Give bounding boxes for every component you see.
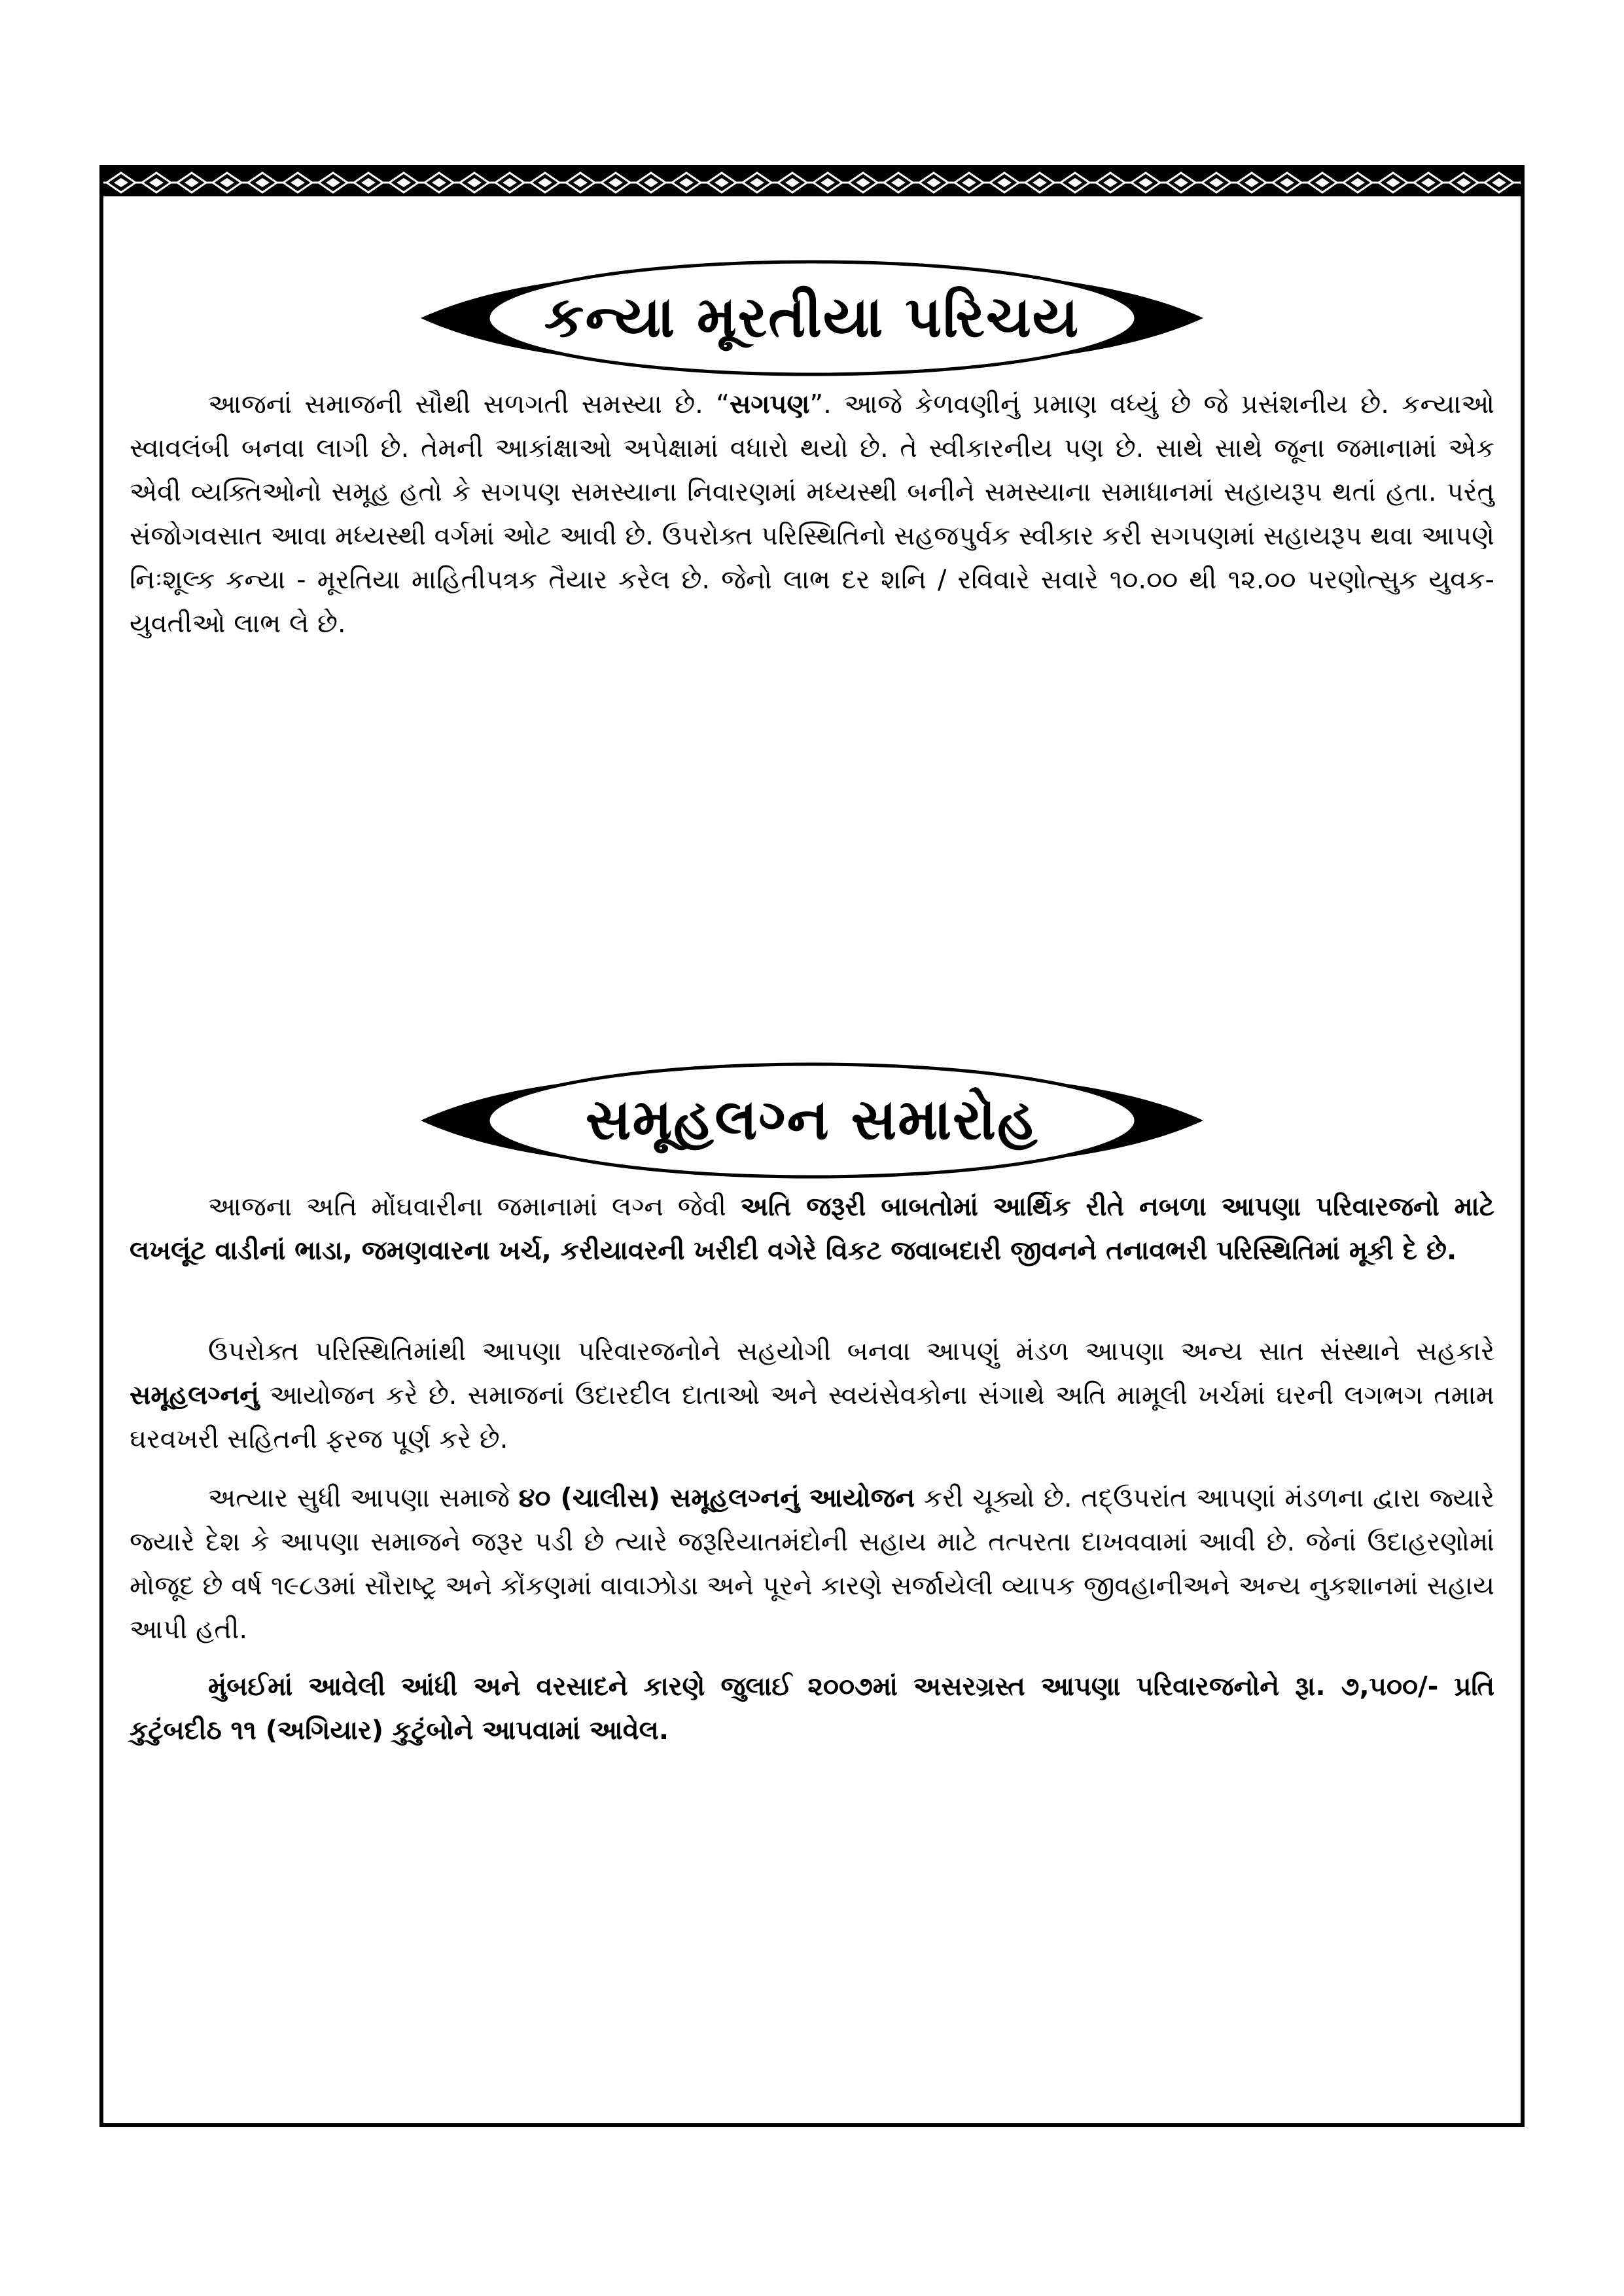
section2-paragraph-3 (130, 1477, 1494, 1652)
section1-title: કન્યા મૂરતીયા પરિચય (544, 285, 1080, 350)
text-run: ઉપરોક્ત પરિસ્થિતિમાંથી આપણા પરિવારજનોને સહયોગી બનવા આપણું મંડળ આપણા અન્ય સાત સંસ્થાને સહકારે (208, 1336, 1494, 1367)
bold-text-run: ૪૦ (ચાલીસ) સમૂહલગ્નનું આયોજન (518, 1483, 915, 1513)
section2-paragraph-1 (130, 1185, 1494, 1273)
text-run: અત્યાર સુધી આપણા સમાજે (208, 1483, 519, 1513)
section2-title: સમૂહલગ્ન સમારોહ (585, 1087, 1039, 1153)
section1-banner (421, 256, 1203, 380)
bold-text-run: સમૂહલગ્નનું (130, 1380, 260, 1410)
bold-text-run: સગપણ (729, 389, 810, 420)
text-run: આજના અતિ મોંઘવારીના જમાનામાં લગ્ન જેવી (208, 1192, 741, 1222)
section2-banner (421, 1058, 1203, 1183)
section1-paragraph (130, 383, 1494, 646)
text-run: આયોજન કરે છે. સમાજનાં ઉદારદીલ દાતાઓ અને સ્વયંસેવકોના સંગાથે અતિ મામૂલી ખર્ચમાં ઘરની લગભગ તમામ ઘરવખરી સહિતની ફરજ પૂર્ણ કરે છે. (130, 1380, 1494, 1454)
text-run: આજનાં સમાજની સૌથી સળગતી સમસ્યા છે. “ (208, 389, 730, 420)
bold-text-run: અતિ જરૂરી બાબતોમાં આર્થિક રીતે નબળા આપણા પરિવારજનો માટે લખલૂંટ વાડીનાં ભાડા, જમણવારના ખર્ચ, કરીયાવરની ખરીદી વગેરે વિકટ જવાબદારી જીવનને તનાવભરી પરિસ્થિતિમાં મૂકી દે છે. (130, 1192, 1494, 1266)
text-run: ”. આજે કેળવણીનું પ્રમાણ વધ્યું છે જે પ્રસંશનીય છે. કન્યાઓ સ્વાવલંબી બનવા લાગી છે. તેમની આકાંક્ષાઓ અપેક્ષામાં વધારો થયો છે. તે સ્વીકારનીય પણ છે. સાથે સાથે જૂના જમાનામાં એક એવી વ્યક્તિઓનો સમૂહ હતો કે સગપણ સમસ્યાના નિવારણમાં મધ્યસ્થી બનીને સમસ્યાના સમાધાનમાં સહાયરૂપ થતાં હતા. પરંતુ સંજોગવસાત આવા મધ્યસ્થી વર્ગમાં ઓટ આવી છે. ઉપરોક્ત પરિસ્થિતિનો સહજપુર્વક સ્વીકાર કરી સગપણમાં સહાયરૂપ થવા આપણે નિઃશૂલ્ક કન્યા - મૂરતિયા માહિતીપત્રક તૈયાર કરેલ છે. જેનો લાભ દર શનિ / રવિવારે સવારે ૧૦.૦૦ થી ૧૨.૦૦ પરણોત્સુક યુવક-યુવતીઓ લાભ લે છે. (130, 389, 1494, 639)
section2-paragraph-2 (130, 1330, 1494, 1462)
page-frame (99, 165, 1525, 2127)
section2-paragraph-4 (130, 1665, 1494, 1753)
border-pattern-icon (103, 169, 1521, 196)
bold-text-run: મુંબઈમાં આવેલી આંધી અને વરસાદને કારણે જુલાઈ ૨૦૦૭માં અસરગ્રસ્ત આપણા પરિવારજનોને રૂા. ૭,૫૦૦/- પ્રતિ કુટુંબદીઠ ૧૧ (અગિયાર) કુટુંબોને આપવામાં આવેલ. (130, 1672, 1494, 1746)
text-run: કરી ચૂક્યો છે. તદ્ઉપરાંત આપણાં મંડળના દ્વારા જ્યારે જ્યારે દેશ કે આપણા સમાજને જરૂર પડી છે ત્યારે જરૂરિયાતમંદોની સહાય માટે તત્પરતા દાખવવામાં આવી છે. જેનાં ઉદાહરણોમાં મોજૂદ છે વર્ષ ૧૯૮૩માં સૌરાષ્ટ્ર અને કોંકણમાં વાવાઝોડા અને પૂરને કારણે સર્જાયેલી વ્યાપક જીવહાનીઅને અન્ય નુકશાનમાં સહાય આપી હતી. (130, 1483, 1494, 1645)
decorative-border-band (103, 169, 1521, 196)
